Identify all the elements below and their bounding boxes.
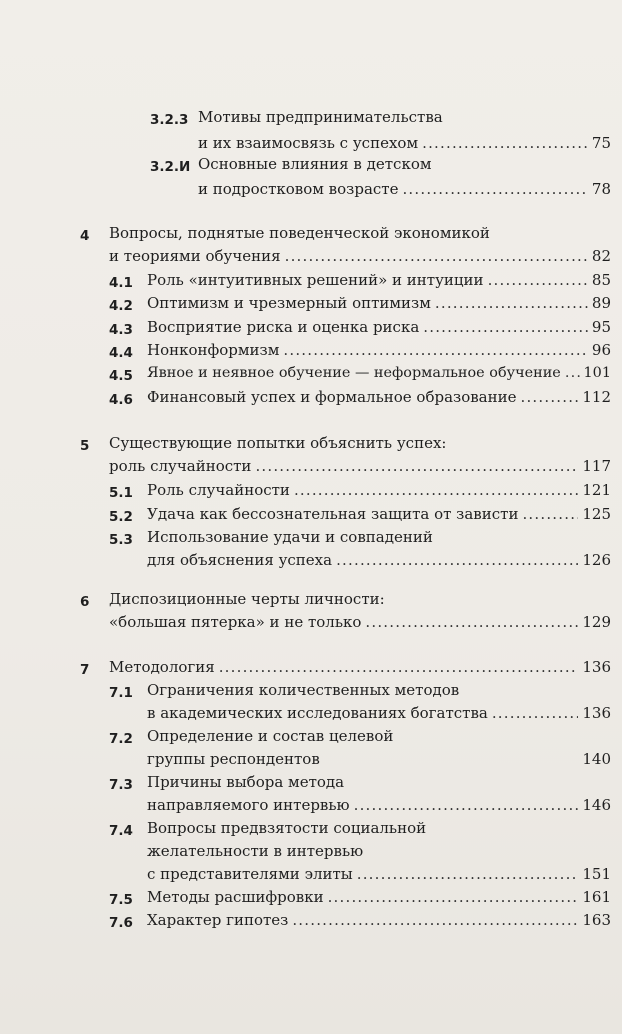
toc-dot-leader: [488, 268, 588, 292]
toc-number: 7.6: [109, 915, 133, 931]
toc-title-line: Методы расшифровки: [147, 888, 324, 906]
toc-title-line: Вопросы предвзятости социальной: [147, 819, 427, 837]
toc-page-number: 75: [591, 134, 611, 152]
toc-title-line: Удача как бессознательная защита от зависти: [147, 505, 519, 523]
toc-dot-leader: [521, 385, 579, 409]
toc-dot-leader: [292, 908, 578, 932]
toc-title-line: «большая пятерка» и не только: [109, 613, 362, 631]
toc-number: 4.1: [109, 275, 133, 291]
toc-page-number: 117: [582, 457, 611, 475]
toc-title-line: Причины выбора метода: [147, 773, 345, 791]
toc-page-number: 85: [591, 271, 611, 289]
toc-leader-line: [147, 701, 611, 725]
toc-dot-leader: [522, 502, 578, 526]
toc-number: 5: [80, 438, 90, 454]
toc-number: 5.1: [109, 485, 133, 501]
toc-page-number: 163: [582, 911, 611, 929]
toc-page-number: 112: [582, 388, 611, 406]
toc-title-line: Вопросы, поднятые поведенческой экономикой: [109, 224, 490, 242]
toc-page-number: 96: [591, 341, 611, 359]
toc-leader-line: [198, 177, 611, 201]
toc-title-line: в академических исследованиях богатства: [147, 704, 488, 722]
toc-number: 4.2: [109, 298, 133, 314]
toc-title-line: для объяснения успеха: [147, 551, 333, 569]
toc-leader-line: [109, 655, 611, 679]
toc-title-line: и теориями обучения: [109, 247, 281, 265]
toc-page-number: 151: [582, 865, 611, 883]
toc-dot-leader: [435, 291, 588, 315]
toc-title-line: Мотивы предпринимательства: [198, 108, 443, 126]
toc-number: 5.3: [109, 532, 133, 548]
toc-title-line: Ограничения количественных методов: [147, 681, 460, 699]
toc-number: 3.2.3: [150, 112, 189, 128]
toc-page-number: 129: [582, 613, 611, 631]
toc-number: 6: [80, 594, 90, 610]
toc-number: 7: [80, 662, 90, 678]
toc-title-line: Финансовый успех и формальное образование: [147, 388, 517, 406]
toc-title-line: Явное и неявное обучение — неформальное обучение: [147, 365, 561, 381]
toc-leader-line: [147, 885, 611, 909]
toc-leader-line: [147, 268, 611, 292]
toc-dot-leader: [294, 478, 578, 502]
toc-dot-leader: [354, 793, 579, 817]
toc-leader-line: [147, 862, 611, 886]
toc-title-line: Методология: [109, 658, 215, 676]
toc-title-line: Диспозиционные черты личности:: [109, 590, 385, 608]
toc-number: 7.4: [109, 823, 133, 839]
toc-dot-leader: [219, 655, 579, 679]
toc-title-line: Роль случайности: [147, 481, 290, 499]
toc-dot-leader: [283, 338, 588, 362]
toc-page-number: 89: [591, 294, 611, 312]
toc-number: 7.2: [109, 731, 133, 747]
toc-title-line: Определение и состав целевой: [147, 727, 394, 745]
toc-title-line: Восприятие риска и оценка риска: [147, 318, 420, 336]
toc-number: 4.3: [109, 322, 133, 338]
toc-page-number: 126: [582, 551, 611, 569]
toc-leader-line: [109, 244, 611, 268]
toc-dot-leader: [336, 548, 578, 572]
toc-title-line: Характер гипотез: [147, 911, 289, 929]
toc-number: 7.5: [109, 892, 133, 908]
toc-number: 3.2.И: [150, 159, 191, 175]
toc-leader-line: [147, 908, 611, 932]
toc-leader-line: [109, 610, 611, 634]
toc-title-line: роль случайности: [109, 457, 252, 475]
toc-dot-leader: [402, 177, 587, 201]
toc-title-line: Существующие попытки объяснить успех:: [109, 434, 447, 452]
toc-title-line: и их взаимосвязь с успехом: [198, 134, 419, 152]
toc-dot-leader: [328, 885, 579, 909]
toc-page-number: 136: [582, 658, 611, 676]
toc-title-line: и подростковом возрасте: [198, 180, 399, 198]
toc-page-number: 125: [582, 505, 611, 523]
toc-leader-line: [147, 361, 611, 385]
toc-leader-line: [147, 385, 611, 409]
toc-page-number: 161: [582, 888, 611, 906]
toc-page-number: 95: [591, 318, 611, 336]
toc-leader-line: [147, 291, 611, 315]
toc-page-number: 78: [591, 180, 611, 198]
toc-dot-leader: [365, 610, 578, 634]
toc-number: 5.2: [109, 509, 133, 525]
toc-number: 4: [80, 228, 90, 244]
toc-dot-leader: [255, 454, 578, 478]
toc-dot-leader: [492, 701, 579, 725]
toc-title-line: направляемого интервью: [147, 796, 350, 814]
toc-number: 4.6: [109, 392, 133, 408]
toc-dot-leader: [285, 244, 588, 268]
toc-leader-line: [109, 454, 611, 478]
toc-title-line: Основные влияния в детском: [198, 155, 432, 173]
toc-dot-leader: [423, 315, 588, 339]
toc-leader-line: [147, 793, 611, 817]
toc-title-line: Оптимизм и чрезмерный оптимизм: [147, 294, 431, 312]
toc-title-line: желательности в интервью: [147, 842, 364, 860]
toc-title-line: Нонконформизм: [147, 341, 280, 359]
toc-page-number: 121: [582, 481, 611, 499]
toc-leader-line: [147, 478, 611, 502]
toc-number: 4.4: [109, 345, 133, 361]
toc-page-number: 146: [582, 796, 611, 814]
toc-leader-line: [147, 548, 611, 572]
toc-title-line: Роль «интуитивных решений» и интуиции: [147, 271, 484, 289]
toc-title-line: группы респондентов: [147, 750, 320, 768]
toc-leader-line: [147, 315, 611, 339]
toc-leader-line: [147, 747, 611, 771]
toc-page-number: 82: [591, 247, 611, 265]
toc-dot-leader: [357, 862, 579, 886]
toc-dot-leader: [422, 131, 588, 155]
toc-dot-leader: [565, 361, 580, 385]
toc-title-line: с представителями элиты: [147, 865, 353, 883]
toc-leader-line: [147, 502, 611, 526]
toc-page-number: 101: [583, 365, 611, 381]
toc-number: 7.1: [109, 685, 133, 701]
toc-title-line: Использование удачи и совпадений: [147, 528, 433, 546]
toc-page-number: 136: [582, 704, 611, 722]
toc-number: 7.3: [109, 777, 133, 793]
toc-page-number: 140: [582, 750, 611, 768]
toc-number: 4.5: [109, 368, 133, 384]
toc-leader-line: [147, 338, 611, 362]
